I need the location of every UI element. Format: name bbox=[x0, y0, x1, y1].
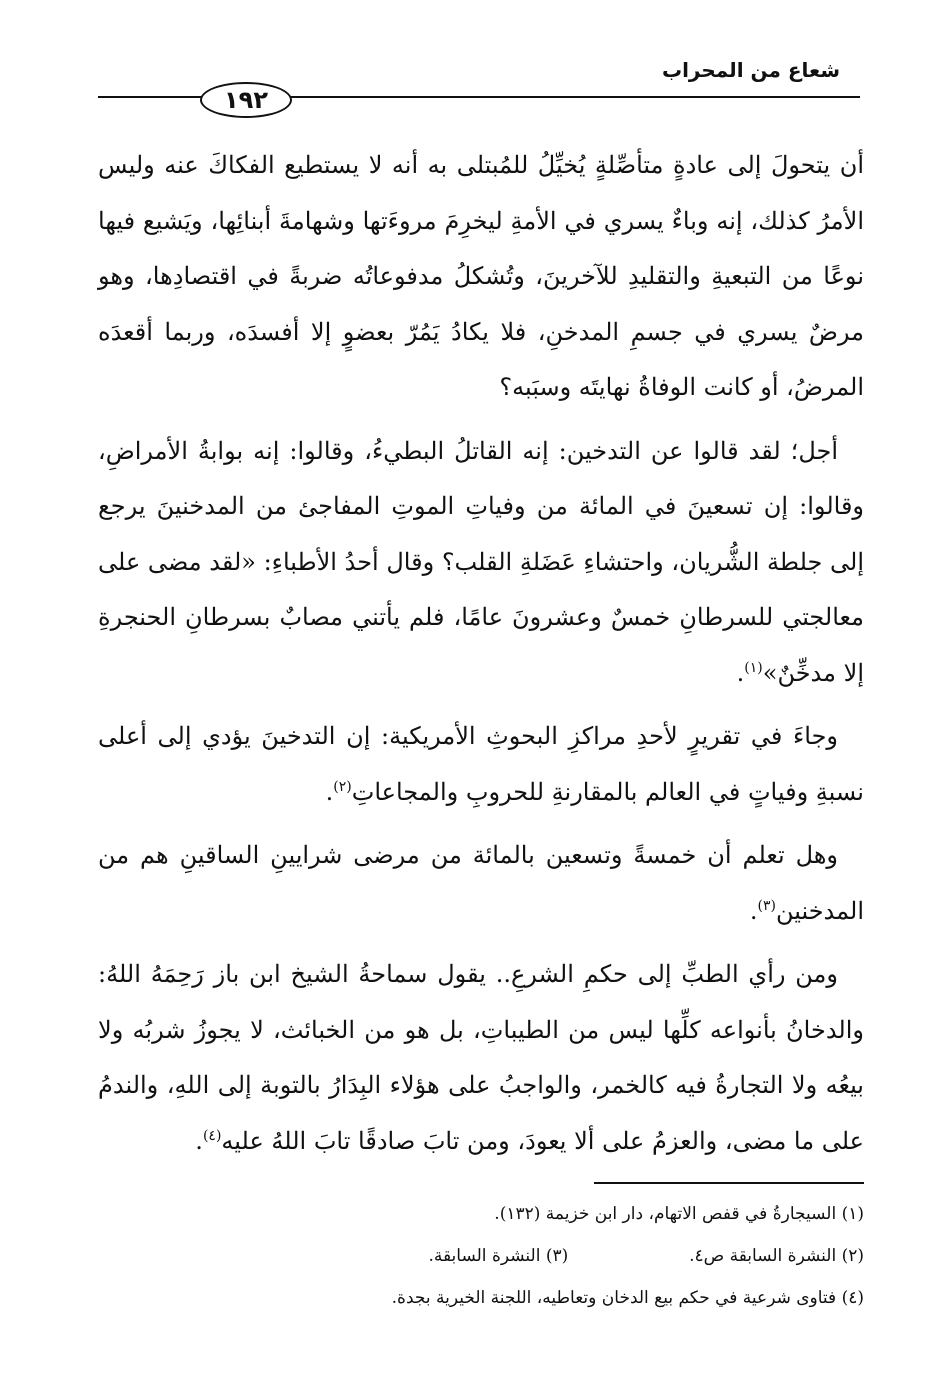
paragraph bbox=[98, 138, 864, 416]
footnote-text: النشرة السابقة. bbox=[428, 1246, 541, 1266]
paragraph-text: وهل تعلم أن خمسةً وتسعين بالمائة من مرضى شرايينِ الساقينِ هم من المدخنين bbox=[98, 841, 864, 925]
footnote-text: النشرة السابقة ص٤. bbox=[689, 1246, 837, 1266]
footnote-ref[interactable]: (٤) bbox=[202, 1127, 222, 1144]
paragraph bbox=[98, 828, 864, 939]
footnote-separator bbox=[594, 1182, 864, 1184]
paragraph-text: وجاءَ في تقريرٍ لأحدِ مراكزِ البحوثِ الأمريكية: إن التدخينَ يؤدي إلى أعلى نسبةِ وفياتٍ في العالم بالمقارنةِ للحروبِ والمجاعاتِ bbox=[98, 722, 864, 806]
footnote-number: (٣) bbox=[545, 1246, 569, 1266]
footnote-ref[interactable]: (٣) bbox=[757, 897, 776, 914]
page-number-badge: ١٩٢ bbox=[200, 82, 292, 118]
paragraph bbox=[98, 424, 864, 702]
paragraph-text: . bbox=[325, 777, 334, 806]
book-title: شعاع من المحراب bbox=[661, 58, 840, 82]
footnote-number: (٤) bbox=[841, 1288, 864, 1308]
paragraph-text: . bbox=[736, 658, 745, 687]
footnote-row bbox=[98, 1242, 864, 1270]
footnote-number: (١) bbox=[841, 1204, 864, 1224]
footnote bbox=[98, 1284, 864, 1312]
main-text bbox=[98, 138, 864, 1177]
paragraph-text: ومن رأي الطبِّ إلى حكمِ الشرعِ.. يقول سماحةُ الشيخ ابن باز رَحِمَهُ اللهُ: والدخانُ بأنواعه كلِّها ليس من الطيباتِ، بل هو من الخبائث، لا يجوزُ شربُه ولا بيعُه ولا التجارةُ فيه كالخمر، والواجبُ على هؤلاء البِدَارُ بالتوبة إلى اللهِ، والندمُ على ما مضى، والعزمُ على ألا يعودَ، ومن تابَ صادقًا تابَ اللهُ عليه bbox=[98, 960, 864, 1155]
footnote-text: السيجارةُ في قفص الاتهام، دار ابن خزيمة (١٣٢). bbox=[494, 1204, 837, 1224]
paragraph-text: . bbox=[749, 896, 758, 925]
footnotes bbox=[98, 1200, 864, 1326]
paragraph-text: أجل؛ لقد قالوا عن التدخين: إنه القاتلُ البطيءُ، وقالوا: إنه بوابةُ الأمراضِ، وقالوا: إن تسعينَ في المائة من وفياتِ الموتِ المفاجئ من المدخنينَ يرجع إلى جلطة الشُّريان، واحتشاءِ عَضَلةِ القلب؟ وقال أحدُ الأطباءِ: «لقد مضى على معالجتي للسرطانِ خمسٌ وعشرونَ عامًا، فلم يأتني مصابٌ بسرطانِ الحنجرةِ إلا مدخِّنٌ» bbox=[98, 436, 865, 687]
paragraph-text: . bbox=[195, 1126, 203, 1155]
footnote-text: فتاوى شرعية في حكم بيع الدخان وتعاطيه، اللجنة الخيرية بجدة. bbox=[391, 1288, 837, 1308]
footnote bbox=[98, 1200, 864, 1228]
paragraph bbox=[98, 947, 864, 1169]
paragraph bbox=[98, 709, 864, 820]
paragraph-text: أن يتحولَ إلى عادةٍ متأصِّلةٍ يُخيِّلُ للمُبتلى به أنه لا يستطيع الفكاكَ عنه وليس الأمرُ كذلك، إنه وباءٌ يسري في الأمةِ ليخرِمَ مروءَتها وشهامةَ أبنائِها، ويَشيع فيها نوعًا من التبعيةِ والتقليدِ للآخرينَ، وتُشكلُ مدفوعاتُه ضربةً في اقتصادِها، وهو مرضٌ يسري في جسمِ المدخنِ، فلا يكادُ يَمُرّ بعضوٍ إلا أفسدَه، وربما أقعدَه المرضُ، أو كانت الوفاةُ نهايتَه وسبَبه؟ bbox=[98, 151, 864, 401]
footnote-ref[interactable]: (٢) bbox=[333, 778, 352, 795]
footnote-ref[interactable]: (١) bbox=[744, 659, 763, 676]
footnote-number: (٢) bbox=[841, 1246, 864, 1266]
